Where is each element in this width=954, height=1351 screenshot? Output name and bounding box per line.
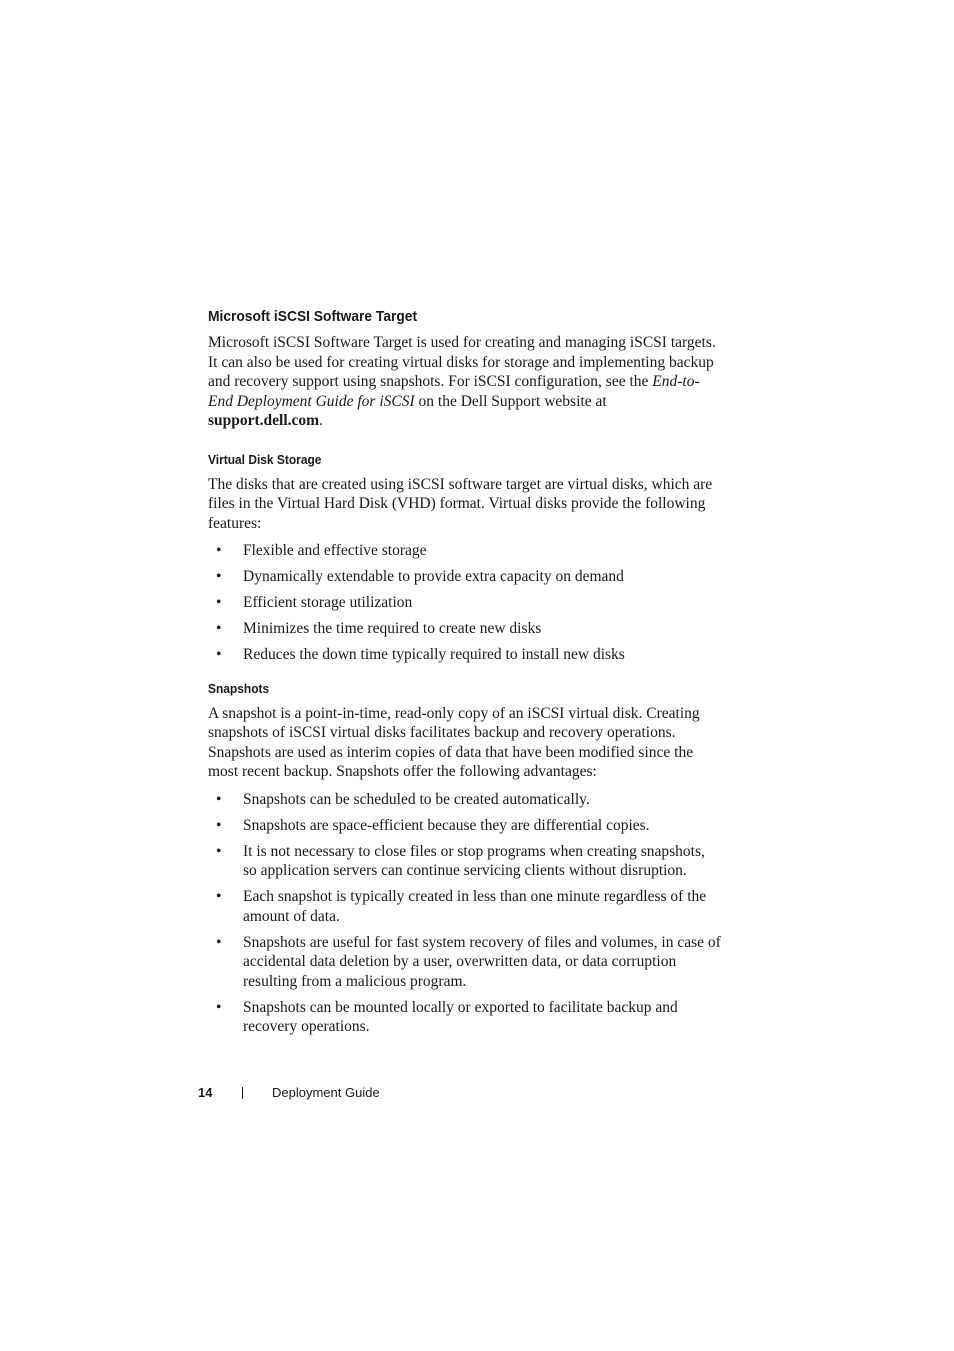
support-link[interactable]: support.dell.com bbox=[208, 412, 320, 429]
list-item-text: Snapshots can be mounted locally or exported to facilitate backup and recovery operations. bbox=[243, 998, 678, 1035]
guide-reference: End-to-End Deployment Guide for iSCSI bbox=[208, 373, 700, 410]
bullet-icon: • bbox=[216, 888, 222, 905]
list-item bbox=[208, 645, 722, 665]
advantage-list bbox=[208, 790, 722, 1037]
bullet-icon: • bbox=[216, 594, 222, 611]
list-item-text: Dynamically extendable to provide extra capacity on demand bbox=[243, 568, 624, 585]
guide-title: Deployment Guide bbox=[272, 1085, 380, 1100]
list-item-text: Snapshots are space-efficient because they are differential copies. bbox=[243, 816, 650, 834]
list-item bbox=[208, 567, 722, 587]
list-item-text: Flexible and effective storage bbox=[243, 542, 427, 559]
bullet-icon: • bbox=[216, 790, 222, 808]
bullet-icon: • bbox=[216, 998, 222, 1016]
intro-text: Microsoft iSCSI Software Target is used for creating and managing iSCSI targets. It can also be used for creating virtual disks for storage and implementing backup and recovery support using snapshots. For iSCSI configuration, see the bbox=[208, 334, 716, 390]
list-item-text: Reduces the down time typically required to install new disks bbox=[243, 646, 625, 663]
list-item-text: Snapshots can be scheduled to be created automatically. bbox=[243, 790, 590, 808]
page-content bbox=[208, 306, 722, 1043]
list-item bbox=[208, 887, 722, 926]
list-item bbox=[208, 790, 722, 810]
list-item-text: Each snapshot is typically created in less than one minute regardless of the amount of data. bbox=[243, 888, 707, 925]
virtual-disk-paragraph: The disks that are created using iSCSI software target are virtual disks, which are files in the Virtual Hard Disk (VHD) format. Virtual disks provide the following features: bbox=[208, 475, 713, 532]
list-item-text: Efficient storage utilization bbox=[243, 594, 413, 611]
bullet-icon: • bbox=[216, 542, 222, 559]
list-item-text: Minimizes the time required to create new disks bbox=[243, 620, 542, 637]
snapshots-paragraph: A snapshot is a point-in-time, read-only copy of an iSCSI virtual disk. Creating snapshots of iSCSI virtual disks facilitates backup and recovery operations. Snapshots are used as interim copies of data that have been modified since the most recent backup. Snapshots offer the following advantages: bbox=[208, 704, 700, 780]
page-number: 14 bbox=[198, 1085, 213, 1100]
list-item bbox=[208, 619, 722, 639]
bullet-icon: • bbox=[216, 646, 222, 663]
list-item-text: Snapshots are useful for fast system recovery of files and volumes, in case of accidental data deletion by a user, overwritten data, or data corruption resulting from a malicious program. bbox=[243, 933, 721, 990]
list-item bbox=[208, 933, 722, 992]
feature-list bbox=[208, 541, 722, 665]
list-item bbox=[208, 842, 722, 881]
bullet-icon: • bbox=[216, 568, 222, 585]
bullet-icon: • bbox=[216, 816, 222, 834]
list-item bbox=[208, 816, 722, 836]
bullet-icon: • bbox=[216, 933, 222, 951]
list-item bbox=[208, 593, 722, 613]
snapshots-heading: Snapshots bbox=[208, 680, 270, 696]
bullet-icon: • bbox=[216, 842, 222, 860]
bullet-icon: • bbox=[216, 620, 222, 637]
intro-text-cont: on the Dell Support website at bbox=[414, 392, 607, 410]
intro-paragraph bbox=[208, 333, 722, 431]
list-item-text: It is not necessary to close files or stop programs when creating snapshots, so application servers can continue servicing clients without disruption. bbox=[243, 842, 705, 879]
footer-separator bbox=[242, 1087, 243, 1099]
list-item bbox=[208, 998, 722, 1037]
section-title: Microsoft iSCSI Software Target bbox=[208, 308, 418, 325]
virtual-disk-heading: Virtual Disk Storage bbox=[208, 451, 322, 467]
list-item bbox=[208, 541, 722, 561]
intro-text-end: . bbox=[319, 412, 323, 429]
page-footer bbox=[198, 1083, 598, 1103]
